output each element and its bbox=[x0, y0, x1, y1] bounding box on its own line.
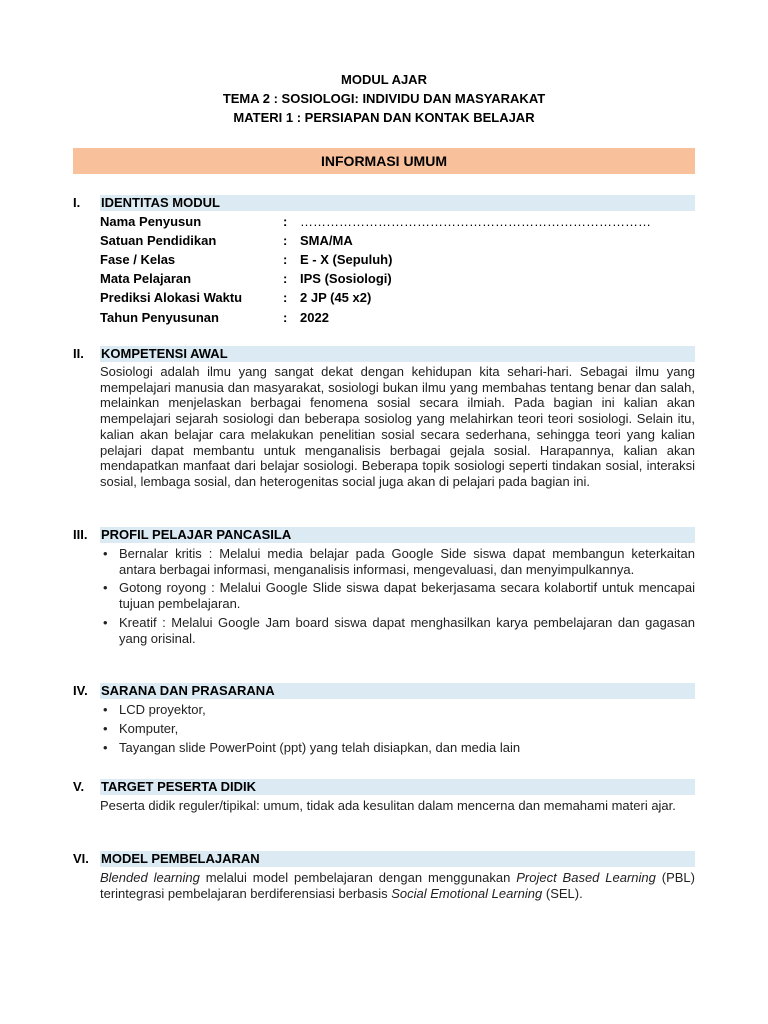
target-peserta-text: Peserta didik reguler/tipikal: umum, tidak ada kesulitan dalam mencerna dan memahami materi ajar. bbox=[100, 798, 676, 813]
text-span: (SEL). bbox=[542, 885, 583, 901]
italic-term: Blended learning bbox=[100, 870, 200, 885]
section-number: V. bbox=[73, 779, 85, 794]
bullet-icon: • bbox=[103, 546, 108, 561]
list-item bbox=[100, 721, 695, 737]
field-value: ……………………………………………………………………… bbox=[300, 214, 651, 229]
field-label: Tahun Penyusunan bbox=[100, 310, 219, 325]
field-value: E - X (Sepuluh) bbox=[300, 252, 393, 267]
list-item-text: Kreatif : Melalui Google Jam board siswa dapat menghasilkan karya pembelajaran dan gagasan yang orisinal. bbox=[119, 614, 695, 646]
italic-term: Project Based Learning bbox=[516, 870, 656, 885]
section-title: MODEL PEMBELAJARAN bbox=[101, 851, 260, 866]
list-item bbox=[100, 546, 695, 577]
list-item bbox=[100, 740, 695, 756]
section-number: I. bbox=[73, 195, 81, 210]
section-title: KOMPETENSI AWAL bbox=[101, 346, 228, 361]
list-item-text: Komputer, bbox=[119, 721, 179, 736]
section-title: TARGET PESERTA DIDIK bbox=[101, 779, 257, 794]
document-header bbox=[0, 70, 768, 127]
list-item bbox=[100, 702, 695, 718]
section-number: IV. bbox=[73, 683, 88, 698]
section-number: II. bbox=[73, 346, 84, 361]
list-item-text: Tayangan slide PowerPoint (ppt) yang telah disiapkan, dan media lain bbox=[119, 740, 521, 755]
text-span: melalui model pembelajaran dengan menggunakan bbox=[199, 870, 517, 885]
section-title: SARANA DAN PRASARANA bbox=[101, 683, 275, 698]
list-item-text: LCD proyektor, bbox=[119, 702, 206, 717]
list-item-text: Gotong royong : Melalui Google Slide siswa dapat bekerjasama secara kolabortif untuk mencapai tujuan pembelajaran. bbox=[119, 580, 695, 612]
kompetensi-awal-text: Sosiologi adalah ilmu yang sangat dekat dengan kehidupan kita sehari-hari. Sebagai ilmu yang mempelajari manusia dan masyarakat, sosiologi bukan ilmu yang membahas tentang benar dan salah, melainkan menjelaskan berbagai fenomena sosial secara ilmiah. Pada bagian ini kalian akan mempelajari sejarah sosiologi dan beberapa sosiolog yang melahirkan teori teori sosiologi. Selain itu, kalian akan belajar cara melakukan penelitian sosial secara sederhana, sehingga teori yang kalian pelajari dapat membantu untuk menganalisis berbagai gejala sosial. Harapannya, kalian akan mendapatkan manfaat dari belajar sosiologi. Beberapa topik sosiologi seperti tindakan sosial, interaksi sosial, lembaga sosial, dan heterogenitas social juga akan di pelajari pada bagian ini. bbox=[100, 364, 695, 489]
field-colon: : bbox=[283, 271, 288, 286]
field-colon: : bbox=[283, 233, 288, 248]
section-heading-target bbox=[73, 779, 695, 795]
field-value: IPS (Sosiologi) bbox=[300, 271, 392, 286]
general-info-banner: INFORMASI UMUM bbox=[73, 148, 695, 174]
section-title: PROFIL PELAJAR PANCASILA bbox=[101, 527, 292, 542]
material-title: MATERI 1 : PERSIAPAN DAN KONTAK BELAJAR bbox=[233, 110, 535, 125]
section-title: IDENTITAS MODUL bbox=[101, 195, 220, 210]
bullet-icon: • bbox=[103, 614, 108, 630]
section-number: VI. bbox=[73, 851, 89, 866]
field-colon: : bbox=[283, 214, 288, 229]
field-label: Mata Pelajaran bbox=[100, 271, 192, 286]
module-title: MODUL AJAR bbox=[341, 72, 427, 87]
field-value: 2022 bbox=[300, 310, 329, 325]
profil-pelajar-list bbox=[100, 546, 695, 649]
section-heading-kompetensi-awal bbox=[73, 346, 695, 362]
field-value: SMA/MA bbox=[300, 233, 353, 248]
bullet-icon: • bbox=[103, 702, 108, 717]
section-heading-profil-pelajar bbox=[73, 527, 695, 543]
list-item bbox=[100, 615, 695, 646]
field-value: 2 JP (45 x2) bbox=[300, 290, 372, 305]
model-pembelajaran-text bbox=[100, 870, 695, 901]
field-colon: : bbox=[283, 310, 288, 325]
italic-term: Social Emotional Learning bbox=[391, 885, 543, 901]
field-label: Fase / Kelas bbox=[100, 252, 176, 267]
bullet-icon: • bbox=[103, 721, 108, 736]
field-label: Nama Penyusun bbox=[100, 214, 202, 229]
section-number: III. bbox=[73, 527, 88, 542]
field-label: Prediksi Alokasi Waktu bbox=[100, 290, 243, 305]
sarana-list bbox=[100, 702, 695, 759]
section-heading-identitas bbox=[73, 195, 695, 211]
bullet-icon: • bbox=[103, 580, 108, 596]
list-item bbox=[100, 580, 695, 611]
section-heading-model bbox=[73, 851, 695, 867]
field-label: Satuan Pendidikan bbox=[100, 233, 217, 248]
field-colon: : bbox=[283, 252, 288, 267]
field-colon: : bbox=[283, 290, 288, 305]
section-heading-sarana bbox=[73, 683, 695, 699]
theme-title: TEMA 2 : SOSIOLOGI: INDIVIDU DAN MASYARAKAT bbox=[222, 91, 546, 106]
bullet-icon: • bbox=[103, 740, 108, 755]
text-span: (PBL) terintegrasi pembelajaran berdiferensiasi berbasis bbox=[100, 870, 695, 901]
list-item-text: Bernalar kritis : Melalui media belajar pada Google Side siswa dapat membangun keterkaitan antara berbagai informasi, menganalisis informasi, mengevaluasi, dan menyimpulkannya. bbox=[119, 546, 695, 577]
